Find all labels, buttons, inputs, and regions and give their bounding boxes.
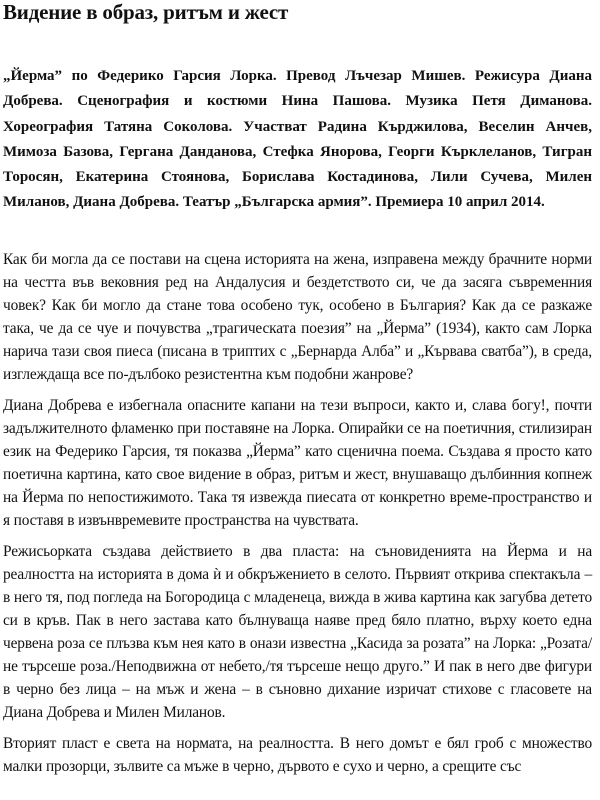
article-title: Видение в образ, ритъм и жест [3,0,289,24]
paragraph: Режисьорката създава действието в два пласта: на сънoвиденията на Йерма и на реалността на историята в дома ѝ и обкръжението в селото. Първият открива спектакъла – в него тя, под погледа на Богородица с младенеца, вижда в жива картина как загубва детето си в кръв. Пак в него застава като бълнуваща наяве пред бяло платно, върху което една червена роза се плъзва към нея като в онази известна „Касида за розата” на Лорка: „Розата/не търсеше роза./Неподвижна от небето,/тя търсеше нещо друго.” И пак в него две фигури в черно без лица – на мъж и жена – в съновно дихание изричат стихове с гласовете на Диана Добрева и Милен Миланов. [3,542,592,721]
article-body [3,248,592,778]
production-credits: „Йерма” по Федерико Гарсия Лорка. Превод Лъчезар Мишев. Режисура Диана Добрева. Сценография и костюми Нина Пашова. Музика Петя Диманова. Хореография Татяна Соколова. Участват Радина Кърджилова, Веселин Анчев, Мимоза Базова, Гергана Данданова, Стефка Янорова, Георги Кърклеланов, Тигран Торосян, Екатерина Стоянова, Борислава Костадинова, Лили Сучева, Милен Миланов, Диана Добрева. Театър „Българска армия”. Премиера 10 април 2014. [3,68,592,211]
paragraph: Как би могла да се постави на сцена историята на жена, изправена между брачните норми на честта във вековния ред на Андалусия и бездетството си, че да засяга съвременния човек? Как би могло да стане това особено тук, особено в България? Как да се разкаже така, че да се чуе и почувства „трагическата поезия” на „Йерма” (1934), както сам Лорка нарича тази своя пиеса (писана в триптих с „Бернарда Алба” и „Кървава сватба”), в среда, изглеждаща все по-дълбоко резистентна към подобни жанрове? [3,250,592,383]
paragraph: Вторият пласт е света на нормата, на реалността. В него домът е бял гроб с множество малки прозорци, зълвите са мъже в черно, дървото е сухо и черно, а срещите със [3,734,592,775]
paragraph: Диана Добрева е избегнала опасните капани на тези въпроси, както и, слава богу!, почти задължителното фламенко при поставяне на Лорка. Опирайки се на поетичния, стилизиран език на Федерико Гарсия, тя показва „Йерма” като сценична поема. Създава я просто като поетична картина, като свое видение в образ, ритъм и жест, внушаващо дълбинния копнеж на Йерма по непостижимото. Така тя извежда пиесата от конкретно време-пространство и я поставя в извънвремевите пространства на чувствата. [3,396,592,529]
